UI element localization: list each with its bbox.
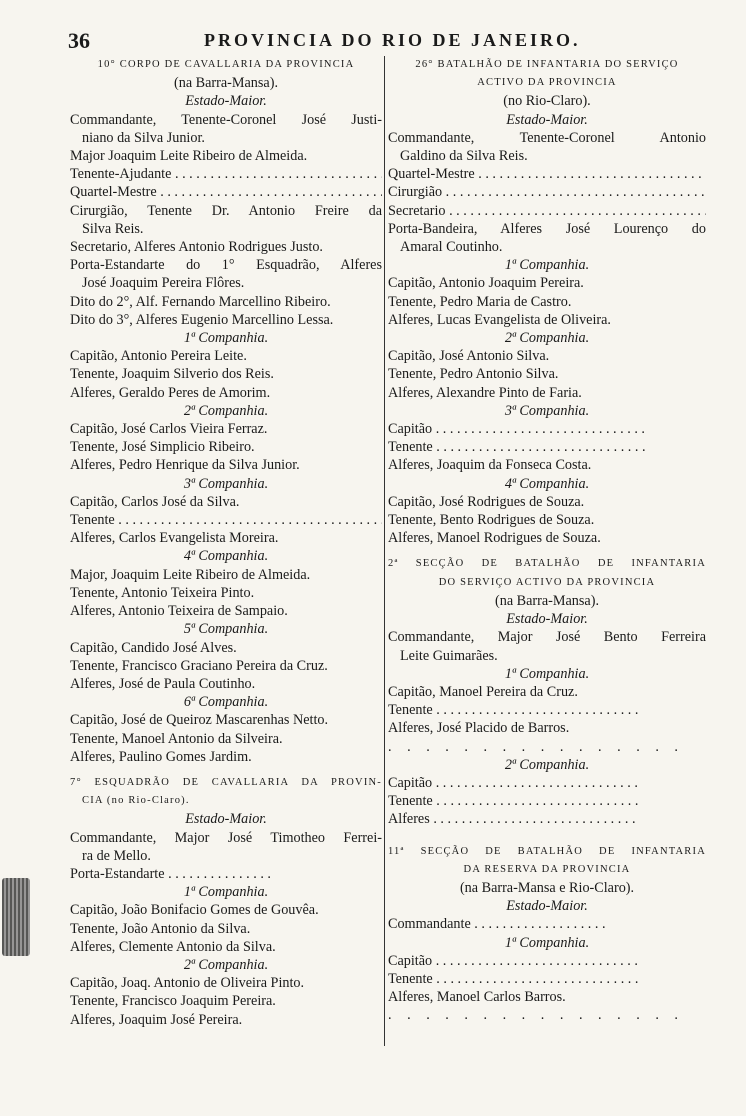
- company-heading: 6ª Companhia.: [183, 694, 269, 711]
- entry-line: Amaral Coutinho.: [400, 239, 503, 256]
- entry-line: Tenente, Joaquim Silverio dos Reis.: [70, 366, 274, 383]
- entry-line: Commandante, Tenente-Coronel Antonio: [388, 129, 706, 146]
- entry-line: niano da Silva Junior.: [82, 129, 205, 146]
- entry-line: Alferes, Pedro Henrique da Silva Junior.: [70, 457, 300, 474]
- entry-line: Tenente, João Antonio da Silva.: [70, 920, 251, 937]
- entry-line: Commandante, Major José Timotheo Ferrei-: [70, 829, 382, 846]
- entry-line: Major Joaquim Leite Ribeiro de Almeida.: [70, 148, 308, 165]
- left-column: [70, 56, 382, 1029]
- entry-line: Commandante, Tenente-Coronel José Justi-: [70, 111, 382, 128]
- entry-line: Tenente, Bento Rodrigues de Souza.: [388, 512, 595, 529]
- estado-maior-heading: Estado-Maior.: [506, 111, 588, 128]
- entry-line: Tenente, Francisco Joaquim Pereira.: [70, 993, 276, 1010]
- entry-line: Alferes, Joaquim da Fonseca Costa.: [388, 457, 592, 474]
- entry-line: Leite Guimarães.: [400, 647, 498, 664]
- company-heading: 3ª Companhia.: [183, 475, 269, 492]
- company-heading: 2ª Companhia.: [504, 330, 590, 347]
- entry-line: Capitão . . .: [388, 952, 638, 970]
- entry-line: Tenente . . .: [70, 511, 382, 529]
- entry-line: Tenente . . .: [388, 438, 648, 456]
- entry-line: Dito do 2°, Alf. Fernando Marcellino Ribeiro.: [70, 293, 331, 310]
- company-heading: 2ª Companhia.: [183, 956, 269, 973]
- entry-line: Capitão, João Bonifacio Gomes de Gouvêa.: [70, 902, 319, 919]
- section-location: (na Barra-Mansa e Rio-Claro).: [459, 879, 635, 896]
- entry-line: Capitão, José Antonio Silva.: [388, 348, 550, 365]
- entry-line: ra de Mello.: [82, 847, 151, 864]
- entry-line: Alferes, Manoel Carlos Barros.: [388, 989, 566, 1006]
- section-location: CIA (no Rio-Claro).: [82, 795, 190, 807]
- entry-line: Tenente-Ajudante . . .: [70, 165, 382, 183]
- entry-line: Tenente . . .: [388, 970, 638, 988]
- company-heading: 1ª Companhia.: [504, 665, 590, 682]
- entry-line: Capitão . . .: [388, 420, 648, 438]
- entry-line: Alferes, Lucas Evangelista de Oliveira.: [388, 311, 611, 328]
- entry-line: Capitão, José Rodrigues de Souza.: [388, 493, 585, 510]
- section-title: 26° BATALHÃO DE INFANTARIA DO SERVIÇO: [415, 59, 679, 70]
- entry-line: Capitão, Joaq. Antonio de Oliveira Pinto.: [70, 975, 305, 992]
- company-heading: 2ª Companhia.: [183, 402, 269, 419]
- entry-line: Tenente, Antonio Teixeira Pinto.: [70, 584, 255, 601]
- section-title: 11ª SECÇÃO DE BATALHÃO DE INFANTARIA: [388, 845, 706, 857]
- section-title: ACTIVO DA PROVINCIA: [477, 77, 617, 89]
- entry-line: Alferes, Carlos Evangelista Moreira.: [70, 530, 279, 547]
- estado-maior-heading: Estado-Maior.: [506, 611, 588, 628]
- section-title: 7° ESQUADRÃO DE CAVALLARIA DA PROVIN-: [70, 776, 382, 788]
- entry-line: Alferes . . .: [388, 810, 638, 828]
- entry-line: José Joaquim Pereira Flôres.: [82, 275, 245, 292]
- section-location: (na Barra-Mansa).: [495, 592, 599, 609]
- entry-line: Tenente, José Simplicio Ribeiro.: [70, 439, 255, 456]
- running-title: PROVINCIA DO RIO DE JANEIRO.: [204, 30, 581, 50]
- estado-maior-heading: Estado-Maior.: [185, 93, 267, 110]
- section-location: (no Rio-Claro).: [503, 93, 591, 110]
- column-divider: [384, 56, 385, 1046]
- page-number: 36: [68, 28, 90, 53]
- entry-line: Alferes, José Placido de Barros.: [388, 720, 570, 737]
- company-heading: 2ª Companhia.: [504, 756, 590, 773]
- company-heading: 4ª Companhia.: [504, 475, 590, 492]
- company-heading: 5ª Companhia.: [183, 621, 269, 638]
- entry-line: Capitão, Carlos José da Silva.: [70, 493, 240, 510]
- company-heading: 3ª Companhia.: [504, 402, 590, 419]
- entry-line: Tenente . . .: [388, 701, 638, 719]
- entry-line: Galdino da Silva Reis.: [400, 148, 528, 165]
- entry-line: Quartel-Mestre . . .: [70, 183, 382, 201]
- section-location: (na Barra-Mansa).: [174, 75, 278, 92]
- entry-line: Dito do 3°, Alferes Eugenio Marcellino Lessa.: [70, 311, 334, 328]
- entry-line: Porta-Estandarte . . .: [70, 865, 270, 883]
- company-heading: 1ª Companhia.: [504, 934, 590, 951]
- entry-line: Secretario . . .: [388, 202, 706, 220]
- entry-line: Tenente, Francisco Graciano Pereira da Cruz.: [70, 657, 328, 674]
- entry-line: Quartel-Mestre . . .: [388, 165, 706, 183]
- company-heading: 1ª Companhia.: [183, 330, 269, 347]
- section-title: 2ª SECÇÃO DE BATALHÃO DE INFANTARIA: [388, 558, 706, 570]
- entry-line: Secretario, Alferes Antonio Rodrigues Justo.: [70, 239, 323, 256]
- company-heading: 1ª Companhia.: [183, 884, 269, 901]
- entry-line: Cirurgião . . .: [388, 183, 706, 201]
- dotted-rule: . . . . . . . . . . . . . . . .: [388, 738, 684, 755]
- entry-line: Alferes, José de Paula Coutinho.: [70, 675, 256, 692]
- entry-line: Alferes, Joaquim José Pereira.: [70, 1011, 243, 1028]
- page-header: [68, 28, 706, 54]
- entry-line: Porta-Bandeira, Alferes José Lourenço do: [388, 220, 706, 237]
- entry-line: Alferes, Paulino Gomes Jardim.: [70, 748, 252, 765]
- entry-line: Cirurgião, Tenente Dr. Antonio Freire da: [70, 202, 382, 219]
- entry-line: Major, Joaquim Leite Ribeiro de Almeida.: [70, 566, 311, 583]
- entry-line: Tenente, Manoel Antonio da Silveira.: [70, 730, 283, 747]
- section-title: 10° CORPO DE CAVALLARIA DA PROVINCIA: [97, 59, 355, 70]
- entry-line: Tenente, Pedro Antonio Silva.: [388, 366, 559, 383]
- entry-line: Tenente . . .: [388, 792, 638, 810]
- entry-line: Capitão, José Carlos Vieira Ferraz.: [70, 421, 268, 438]
- entry-line: Alferes, Geraldo Peres de Amorim.: [70, 384, 271, 401]
- entry-line: Porta-Estandarte do 1° Esquadrão, Alferes: [70, 257, 382, 274]
- entry-line: Capitão, José de Queiroz Mascarenhas Netto.: [70, 712, 329, 729]
- dotted-rule: . . . . . . . . . . . . . . . .: [388, 1007, 684, 1024]
- entry-line: Capitão, Manoel Pereira da Cruz.: [388, 683, 578, 700]
- entry-line: Tenente, Pedro Maria de Castro.: [388, 293, 572, 310]
- margin-stamp: [2, 878, 30, 956]
- company-heading: 1ª Companhia.: [504, 257, 590, 274]
- estado-maior-heading: Estado-Maior.: [185, 811, 267, 828]
- entry-line: Capitão, Antonio Pereira Leite.: [70, 348, 247, 365]
- right-column: [388, 56, 706, 1025]
- entry-line: Alferes, Clemente Antonio da Silva.: [70, 938, 276, 955]
- entry-line: Commandante . . .: [388, 915, 608, 933]
- entry-line: Capitão, Antonio Joaquim Pereira.: [388, 275, 584, 292]
- entry-line: Alferes, Manoel Rodrigues de Souza.: [388, 530, 601, 547]
- estado-maior-heading: Estado-Maior.: [506, 898, 588, 915]
- entry-line: Capitão, Candido José Alves.: [70, 639, 237, 656]
- entry-line: Alferes, Alexandre Pinto de Faria.: [388, 384, 582, 401]
- entry-line: Silva Reis.: [82, 220, 144, 237]
- entry-line: Commandante, Major José Bento Ferreira: [388, 629, 706, 646]
- entry-line: Alferes, Antonio Teixeira de Sampaio.: [70, 603, 288, 620]
- entry-line: Capitão . . .: [388, 774, 638, 792]
- company-heading: 4ª Companhia.: [183, 548, 269, 565]
- section-title: DA RESERVA DA PROVINCIA: [463, 863, 631, 875]
- section-title: DO SERVIÇO ACTIVO DA PROVINCIA: [438, 576, 656, 588]
